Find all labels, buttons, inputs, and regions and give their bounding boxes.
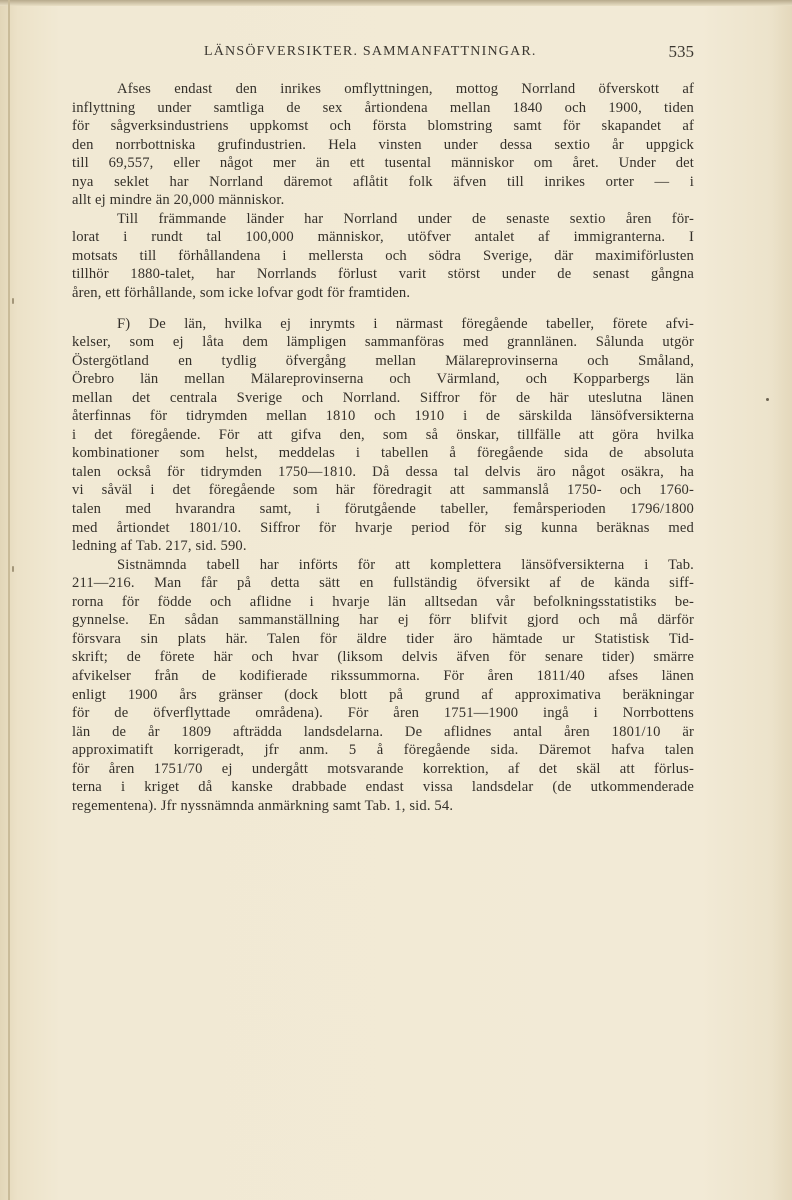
text-line: regementena). Jfr nyssnämnda anmärkning samt Tab. 1, sid. 54.	[72, 797, 454, 814]
text-line: talen med hvarandra samt, i förutgående tabeller, femårsperioden 1796/1800	[72, 501, 694, 518]
paragraph-3	[72, 315, 694, 556]
body-text	[72, 80, 694, 815]
text-line: för sågverksindustriens uppkomst och första blomstring samt för skapandet af	[72, 118, 694, 135]
text-line: Örebro län mellan Mälareprovinserna och Värmland, och Kopparbergs län	[72, 371, 694, 388]
text-line: Till främmande länder har Norrland under de senaste sextio åren för-	[117, 210, 694, 227]
text-line: vi såväl i det föregående som här föredragit att sammanslå 1750- och 1760-	[72, 482, 694, 499]
text-line: inflyttning under samtliga de sex årtiondena mellan 1840 och 1900, tiden	[72, 99, 694, 116]
text-line: terna i kriget då kanske drabbade endast vissa landsdelar (de utkommenderade	[72, 779, 694, 796]
margin-mark	[12, 566, 14, 572]
page-top-edge	[0, 0, 792, 6]
text-line: 211—216. Man får på detta sätt en fullständig öfversikt af de kända siff-	[72, 575, 694, 592]
text-line: försvara sin plats här. Talen för äldre tider äro hämtade ur Statistisk Tid-	[72, 630, 694, 647]
text-line: i det föregående. För att gifva den, som så önskar, tillfälle att göra hvilka	[72, 426, 694, 443]
text-line: för åren 1751/70 ej undergått motsvarande korrektion, af det skäl att förlus-	[72, 760, 694, 777]
ink-speck	[766, 398, 769, 401]
paragraph-2	[72, 210, 694, 303]
running-head-title: LÄNSÖFVERSIKTER. SAMMANFATTNINGAR.	[204, 44, 537, 59]
text-line: lorat i rundt tal 100,000 människor, utöfver antalet af immigranterna. I	[72, 229, 694, 246]
text-line: motsats till förhållandena i mellersta och södra Sverige, där maximiförlusten	[72, 247, 694, 264]
text-line: afvikelser från de kodifierade rikssummorna. För åren 1811/40 afses länen	[72, 667, 694, 684]
text-line: Afses endast den inrikes omflyttningen, mottog Norrland öfverskott af	[117, 81, 694, 97]
text-line: återfinnas för tidrymden mellan 1810 och 1910 i de särskilda länsöfversikterna	[72, 408, 694, 425]
text-line: mellan det centrala Sverige och Norrland. Siffror för de här uteslutna länen	[72, 389, 694, 406]
text-line: Sistnämnda tabell har införts för att komplettera länsöfversikterna i Tab.	[117, 556, 694, 573]
text-line: talen också för tidrymden 1750—1810. Då dessa tal delvis äro något osäkra, ha	[72, 463, 694, 480]
text-line: till 69,557, eller något mer än ett tusental människor om året. Under det	[72, 155, 694, 172]
text-line: med årtiondet 1801/10. Siffror för hvarje period för sig kunna beräknas med	[72, 519, 694, 536]
text-line: F) De län, hvilka ej inrymts i närmast föregående tabeller, förete afvi-	[117, 315, 694, 332]
text-line: för de öfverflyttade områdena). För åren 1751—1900 ingå i Norrbottens	[72, 705, 694, 722]
section-gap	[72, 303, 694, 315]
text-line: skrift; de förete här och hvar (liksom delvis äfven för senare tider) smärre	[72, 649, 694, 666]
text-line: nya seklet har Norrland däremot aflåtit folk äfven till inrikes orter — i	[72, 173, 694, 190]
text-line: rorna för födde och aflidne i hvarje län alltsedan vår befolkningsstatistiks be-	[72, 593, 694, 610]
text-line: enligt 1900 års gränser (dock blott på grund af approximativa beräkningar	[72, 686, 694, 703]
text-line: allt ej mindre än 20,000 människor.	[72, 192, 285, 209]
text-line: den norrbottniska grufindustrien. Hela vinsten under dessa sextio år uppgick	[72, 136, 694, 153]
text-line: approximatift korrigeradt, jfr anm. 5 å föregående sida. Däremot hafva talen	[72, 742, 694, 759]
text-line: ledning af Tab. 217, sid. 590.	[72, 538, 247, 555]
paragraph-1	[72, 80, 694, 210]
text-line: kombinationer som helst, meddelas i tabellen å föregående sida de absoluta	[72, 445, 694, 462]
binding-gutter	[8, 0, 10, 1200]
page-number: 535	[668, 42, 694, 61]
text-line: tillhör 1880-talet, har Norrlands förlust varit störst under de senast gångna	[72, 266, 694, 283]
text-line: län de år 1809 afträdda landsdelarna. De aflidnes antal åren 1801/10 är	[72, 723, 694, 740]
text-line: åren, ett förhållande, som icke lofvar godt för framtiden.	[72, 285, 411, 302]
text-line: gynnelse. En sådan sammanställning har ej förr blifvit gjord och må därför	[72, 612, 694, 629]
text-line: kelser, som ej låta dem lämpligen sammanföras med grannlänen. Sålunda utgör	[72, 334, 694, 351]
paragraph-4	[72, 556, 694, 816]
margin-mark	[12, 298, 14, 304]
text-line: Östergötland en tydlig öfvergång mellan Mälareprovinserna och Småland,	[72, 352, 694, 369]
running-head	[72, 44, 694, 66]
